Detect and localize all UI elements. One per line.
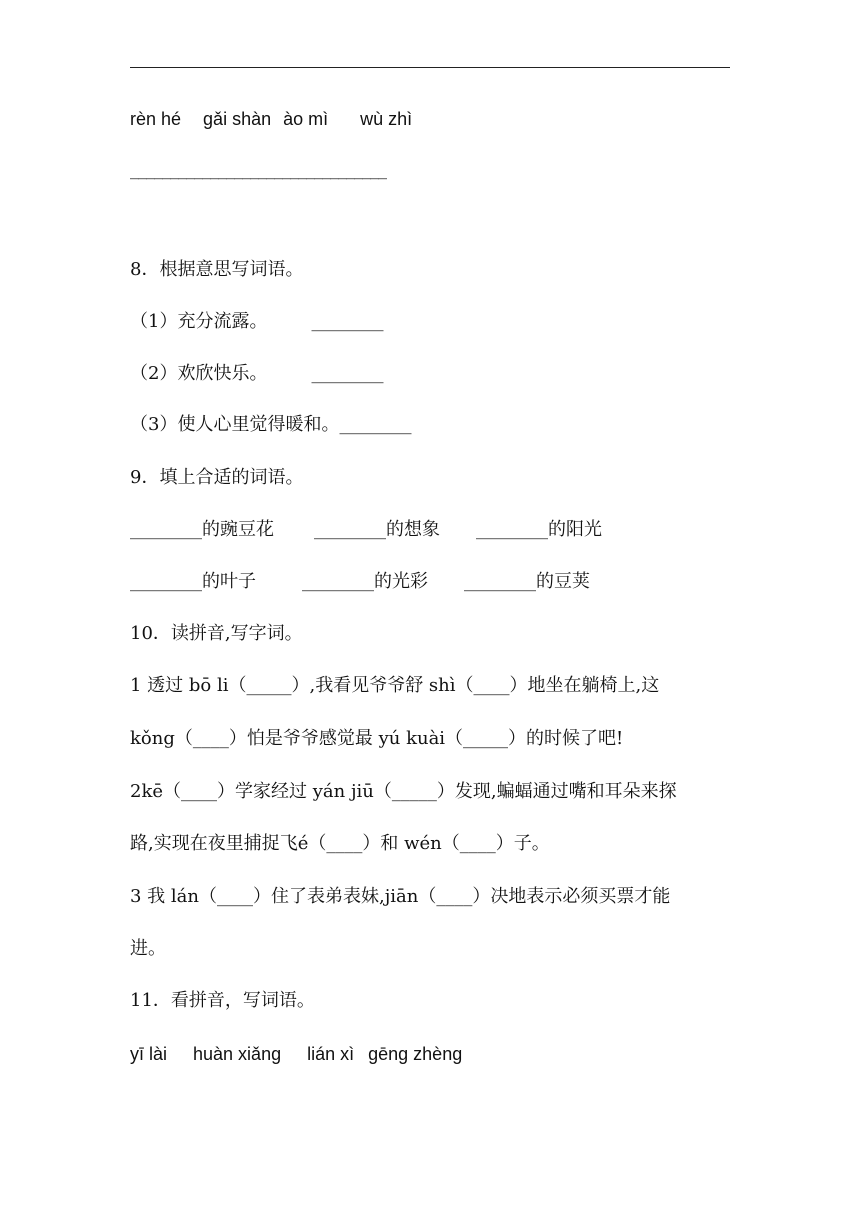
q8-item-2-text: （2）欢欣快乐。 [130,363,268,384]
q10-line-1: 1 透过 bō li（_____）,我看见爷爷舒 shì（____）地坐在躺椅上,这 [130,675,660,696]
q8-item-2 [130,362,383,386]
q10-line-2: kǒng（____）怕是爷爷感觉最 yú kuài（_____）的时候了吧! [130,728,624,749]
q8-item-2-blank[interactable]: ________ [311,363,384,384]
q9-row-2 [130,570,590,594]
q7-pinyin-row [130,107,412,131]
q8-item-3-text: （3）使人心里觉得暖和。 [130,414,340,435]
q7-answer-line[interactable]: ________________________________ [130,159,386,180]
q10-line-4: 路,实现在夜里捕捉飞é（____）和 wén（____）子。 [130,833,550,854]
q9-row-1 [130,518,602,542]
q9-row2-blank-2[interactable]: ________ [302,571,374,592]
q8-item-1 [130,310,383,334]
q11-pinyin-2: huàn xiǎng [193,1044,282,1064]
q9-row1-blank-1[interactable]: ________ [130,519,202,540]
q10-line-6: 进。 [130,938,166,959]
q9-row2-text-3: 的豆荚 [536,571,590,592]
q10-line-3: 2kē（____）学家经过 yán jiū（_____）发现,蝙蝠通过嘴和耳朵来探 [130,781,677,802]
q8-item-3 [130,413,411,437]
q8-item-1-text: （1）充分流露。 [130,311,268,332]
q7-pinyin-4: wù zhì [360,109,413,129]
q9-row1-blank-3[interactable]: ________ [476,519,548,540]
q9-row1-text-2: 的想象 [386,519,440,540]
q11-pinyin-3: lián xì [307,1044,355,1064]
q7-pinyin-1: rèn hé [130,109,182,129]
q7-pinyin-2: gǎi shàn [203,109,272,129]
q8-item-3-blank[interactable]: ________ [339,414,412,435]
q9-heading: 9．填上合适的词语。 [130,467,304,488]
q9-row1-text-3: 的阳光 [548,519,602,540]
q11-heading: 11．看拼音，写词语。 [130,990,315,1011]
q9-row1-text-1: 的豌豆花 [202,519,274,540]
q10-line-5: 3 我 lán（____）住了表弟表妹,jiān（____）决地表示必须买票才能 [130,886,671,907]
q9-row2-blank-1[interactable]: ________ [130,571,202,592]
q11-pinyin-row [130,1042,462,1066]
q8-heading: 8．根据意思写词语。 [130,259,304,280]
q11-pinyin-4: gēng zhèng [368,1044,463,1064]
q11-pinyin-1: yī lài [130,1044,168,1064]
q9-row2-text-1: 的叶子 [202,571,256,592]
q7-pinyin-3: ào mì [283,109,329,129]
q9-row2-text-2: 的光彩 [374,571,428,592]
top-divider [130,67,730,68]
q9-row2-blank-3[interactable]: ________ [464,571,536,592]
q9-row1-blank-2[interactable]: ________ [314,519,386,540]
q10-heading: 10．读拼音,写字词。 [130,623,303,644]
q8-item-1-blank[interactable]: ________ [311,311,384,332]
